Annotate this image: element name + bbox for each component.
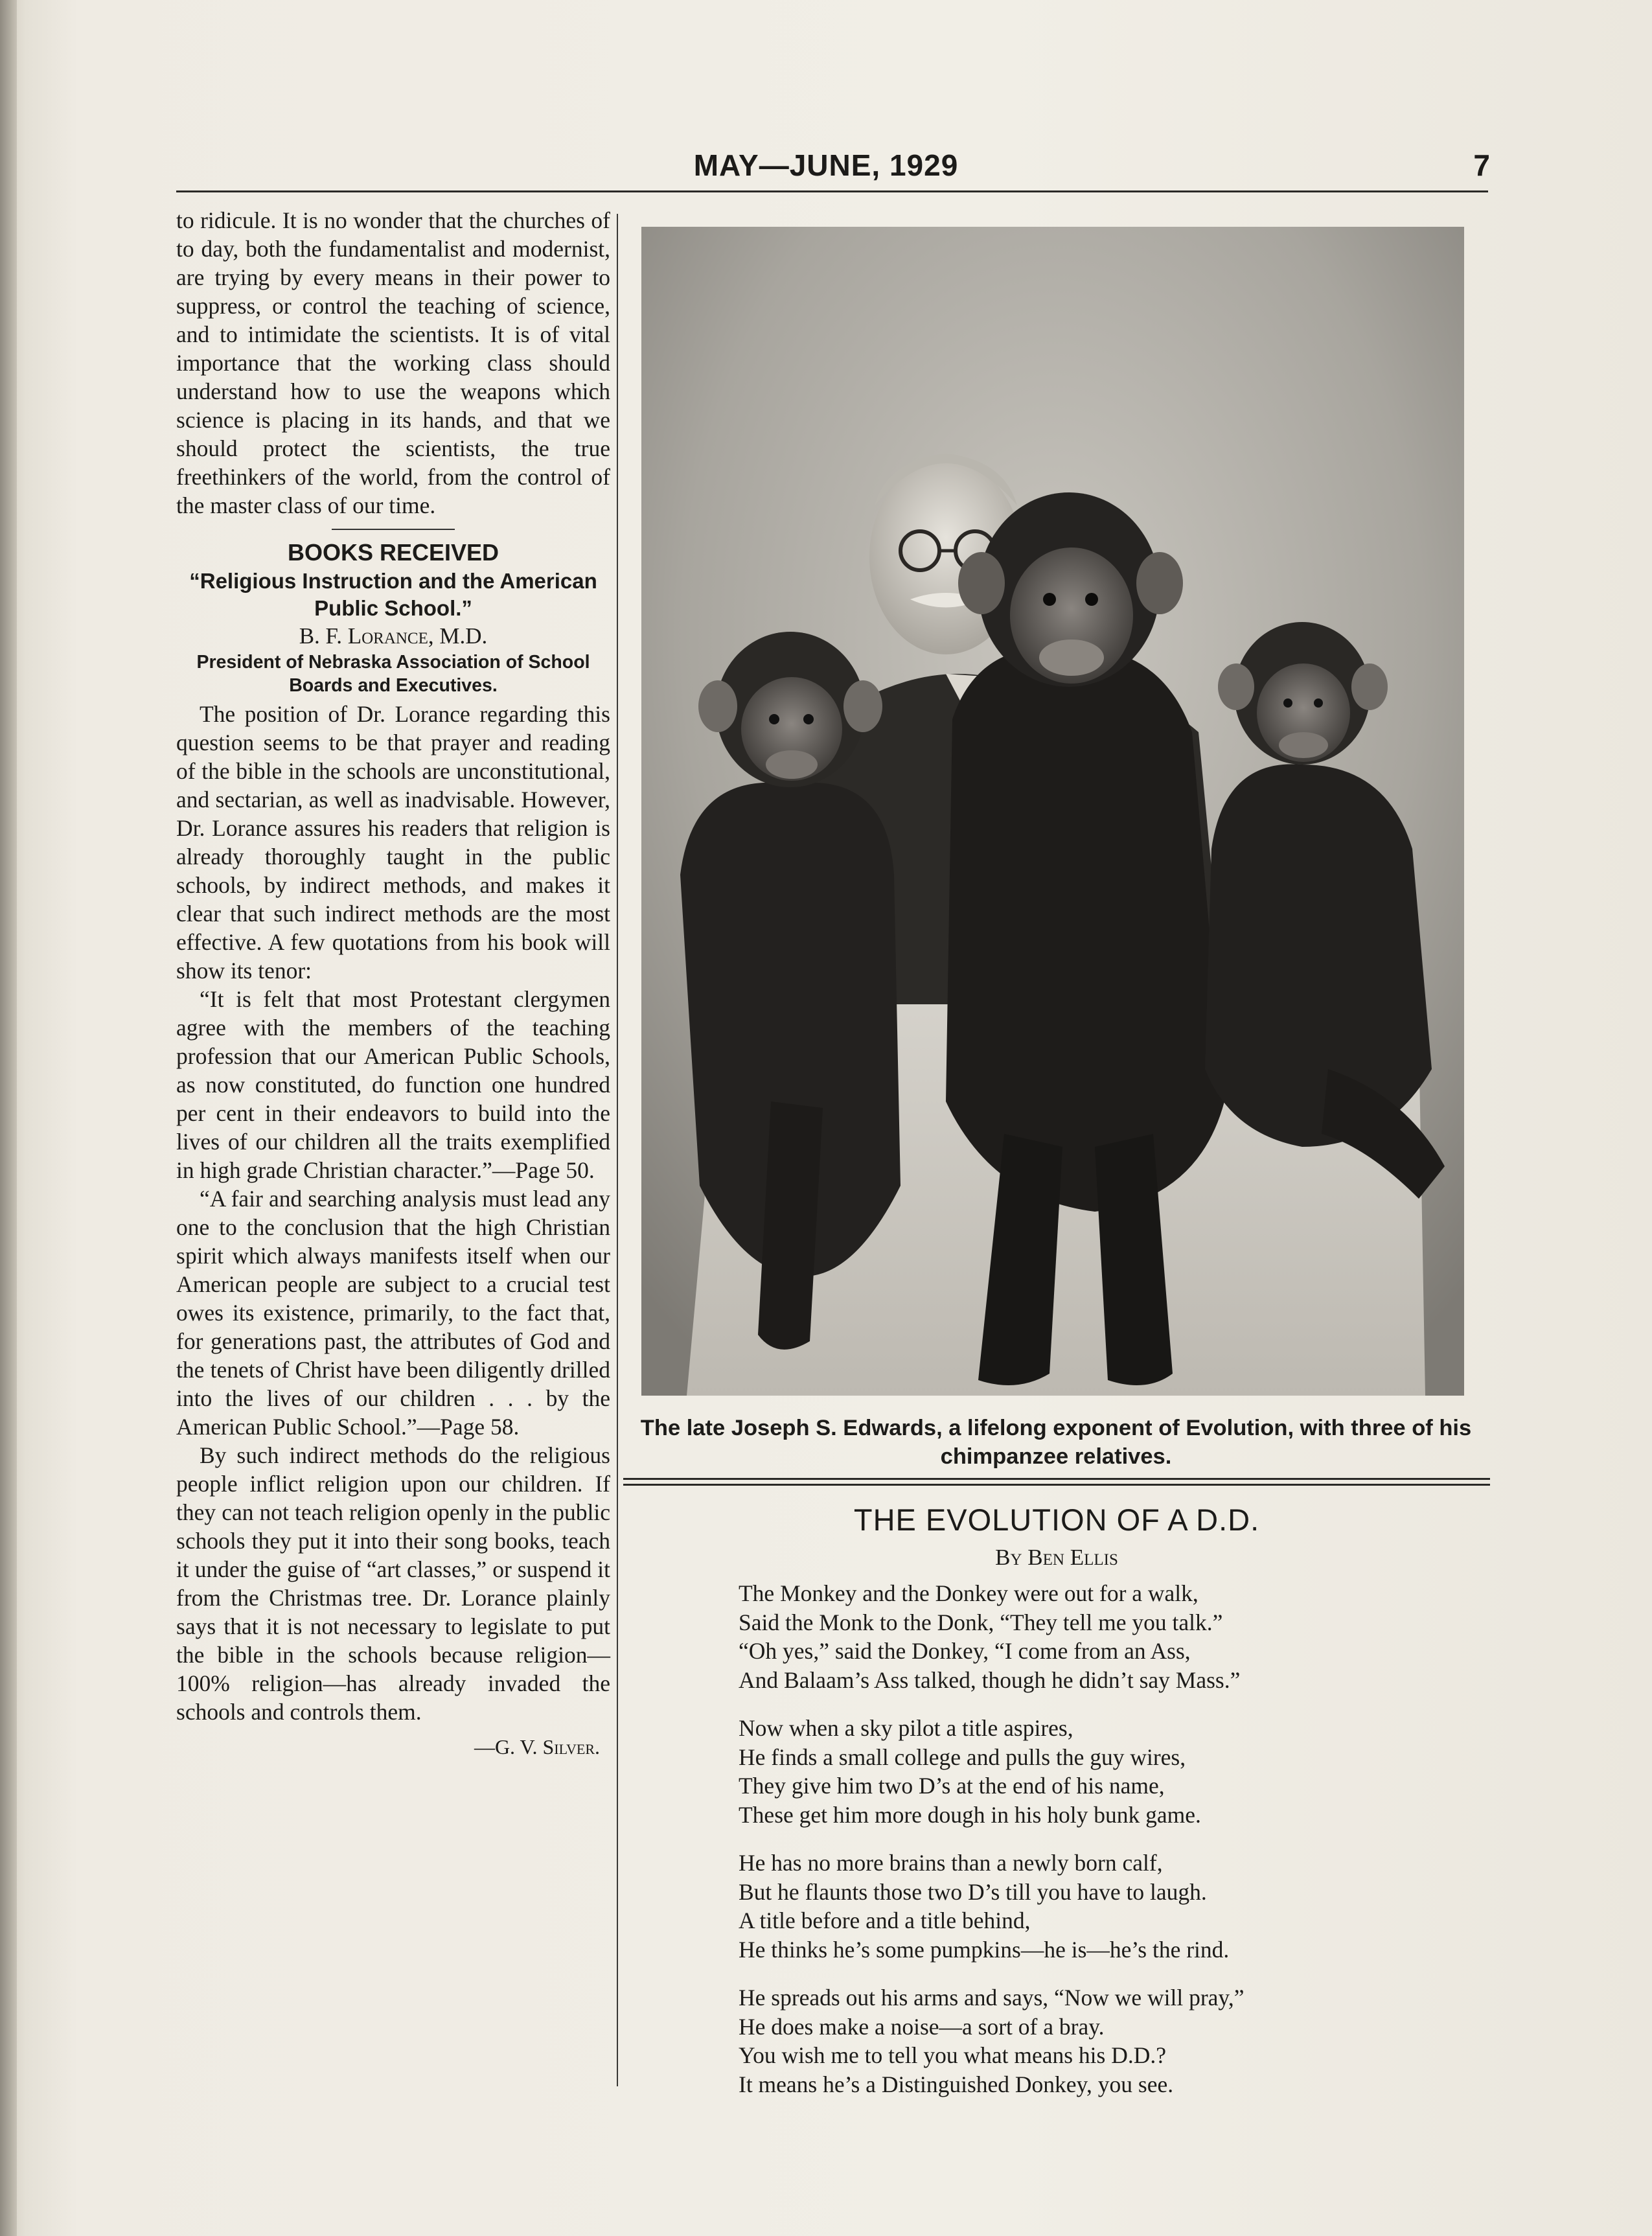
poem-line: Now when a sky pilot a title aspires, bbox=[739, 1715, 1073, 1741]
signature: —G. V. Silver. bbox=[474, 1735, 600, 1758]
left-column bbox=[176, 206, 610, 1761]
poem-line: It means he’s a Distinguished Donkey, you see. bbox=[739, 2071, 1174, 2097]
poem-line: He finds a small college and pulls the guy wires, bbox=[739, 1744, 1186, 1770]
review-paragraph: The position of Dr. Lorance regarding this question seems to be that prayer and reading of the bible in the schools are unconstitutional, and sectarian, as well as inadvisable. However, Dr. Lorance assures his readers that religion is already thoroughly taught in the public schools, by indirect methods, and makes it clear that such indirect methods are the most effective. A few quotations from his book will show its tenor: bbox=[176, 701, 610, 984]
poem-stanza bbox=[739, 1579, 1477, 1694]
header-rule bbox=[176, 190, 1488, 192]
poem-line: “Oh yes,” said the Donkey, “I come from an Ass, bbox=[739, 1638, 1191, 1664]
author-affiliation: President of Nebraska Association of School Boards and Executives. bbox=[196, 652, 590, 696]
section-rule bbox=[332, 529, 455, 530]
poem-body bbox=[739, 1579, 1477, 2118]
poem-line: You wish me to tell you what means his D.D.? bbox=[739, 2042, 1167, 2068]
book-author: B. F. Lorance, M.D. bbox=[299, 623, 488, 649]
poem-line: But he flaunts those two D’s till you have to laugh. bbox=[739, 1878, 1207, 1905]
poem-stanza bbox=[739, 1849, 1477, 1964]
poem-stanza bbox=[739, 1714, 1477, 1829]
poem-line: Said the Monk to the Donk, “They tell me you talk.” bbox=[739, 1609, 1223, 1635]
poem-line: He thinks he’s some pumpkins—he is—he’s the rind. bbox=[739, 1936, 1230, 1963]
binding-shadow bbox=[0, 0, 17, 2236]
poem-line: These get him more dough in his holy bunk game. bbox=[739, 1801, 1201, 1828]
poem-line: He does make a noise—a sort of a bray. bbox=[739, 2013, 1105, 2040]
photograph bbox=[641, 227, 1464, 1396]
review-paragraph: By such indirect methods do the religious people inflict religion upon our children. If they can not teach religion openly in the public schools they put it into their song books, teach it under the guise of “art classes,” or suspend it from the Christmas tree. Dr. Lorance plainly says that it is not necessary to legislate to put the bible in the schools because religion—100% religion—has already invaded the schools and controls them. bbox=[176, 1442, 610, 1725]
intro-paragraph: to ridicule. It is no wonder that the churches of to day, both the fundamentalist and modernist, are trying by every means in their power to suppress, or control the teaching of science, and to intimidate the scientists. It is of vital importance that the working class should understand how to use the weapons which science is placing in its hands, and that we should protect the scientists, the true freethinkers of the world, from the control of the master class of our time. bbox=[176, 207, 610, 518]
book-title: “Religious Instruction and the American Public School.” bbox=[189, 569, 597, 620]
column-divider bbox=[617, 214, 618, 2086]
review-paragraph: “It is felt that most Protestant clergymen agree with the members of the teaching profession that our American Public Schools, as now constituted, do function one hundred per cent in their endeavors to build into the lives of our children all the traits exemplified in high grade Christian character.”—Page 50. bbox=[176, 986, 610, 1183]
section-heading: BOOKS RECEIVED bbox=[287, 539, 499, 566]
poem-line: He has no more brains than a newly born calf, bbox=[739, 1850, 1163, 1876]
poem-line: They give him two D’s at the end of his name, bbox=[739, 1773, 1165, 1799]
poem-title: THE EVOLUTION OF A D.D. bbox=[853, 1503, 1260, 1537]
running-head: MAY—JUNE, 1929 bbox=[693, 148, 959, 182]
poem-line: He spreads out his arms and says, “Now we will pray,” bbox=[739, 1985, 1245, 2011]
photo-illustration bbox=[641, 227, 1464, 1396]
poem-line: A title before and a title behind, bbox=[739, 1908, 1031, 1933]
photo-caption: The late Joseph S. Edwards, a lifelong exponent of Evolution, with three of his chimpanzee relatives. bbox=[640, 1416, 1472, 1469]
poem-line: The Monkey and the Donkey were out for a walk, bbox=[739, 1580, 1199, 1606]
page-number: 7 bbox=[1473, 148, 1490, 182]
caption-rule bbox=[623, 1478, 1490, 1480]
review-paragraph: “A fair and searching analysis must lead any one to the conclusion that the high Christian spirit which always manifests itself when our American people are subject to a crucial test owes its existence, primarily, to the fact that, for generations past, the attributes of God and the tenets of Christ have been diligently drilled into the lives of our children . . . by the American Public School.”—Page 58. bbox=[176, 1186, 610, 1440]
poem-byline: By Ben Ellis bbox=[995, 1545, 1118, 1570]
caption-rule bbox=[623, 1484, 1490, 1486]
poem-stanza bbox=[739, 1983, 1477, 2099]
poem-line: And Balaam’s Ass talked, though he didn’t say Mass.” bbox=[739, 1666, 1241, 1693]
